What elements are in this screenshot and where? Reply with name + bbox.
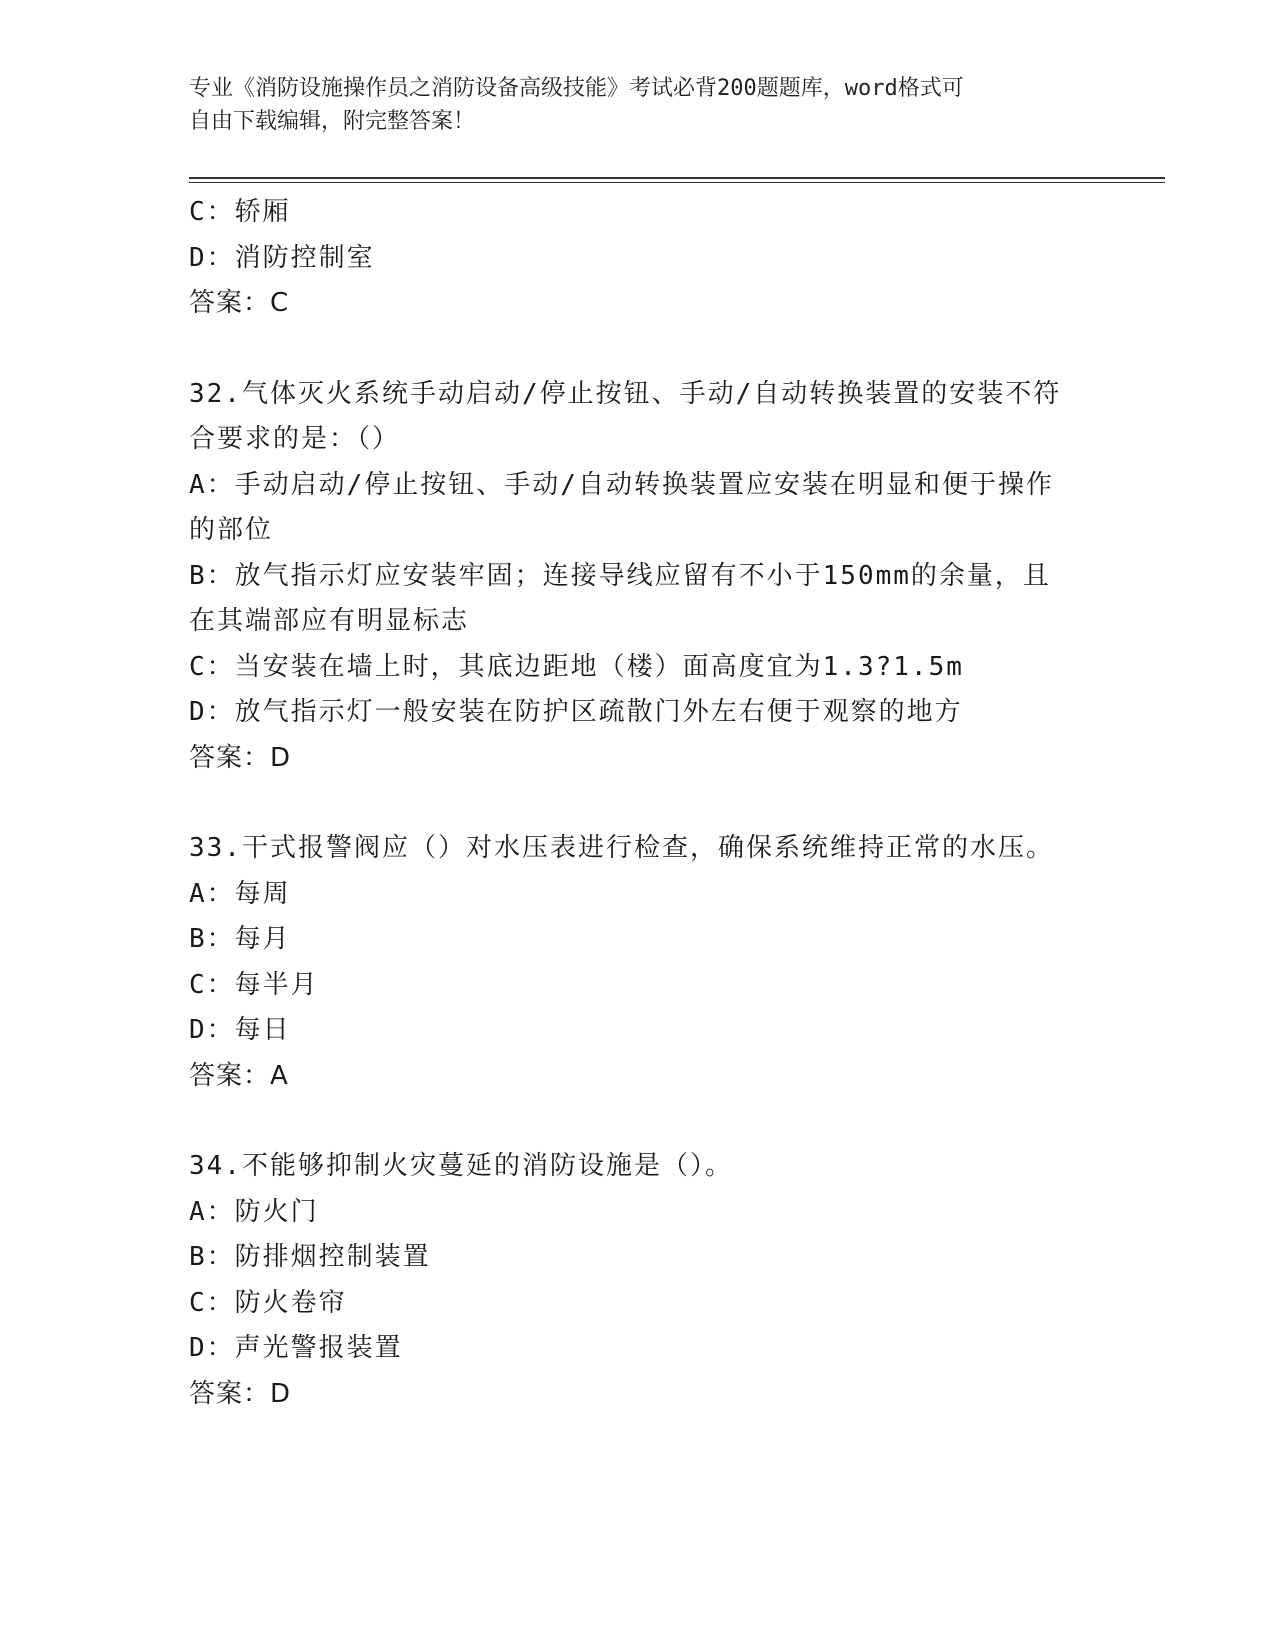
answer: 答案：C bbox=[189, 288, 290, 318]
question-stem: 33.干式报警阀应（）对水压表进行检查，确保系统维持正常的水压。 bbox=[189, 833, 1054, 863]
answer: 答案：D bbox=[189, 1378, 292, 1409]
option-c: C：每半月 bbox=[189, 969, 319, 1000]
spacer bbox=[189, 1099, 1089, 1144]
option-d: D：放气指示灯一般安装在防护区疏散门外左右便于观察的地方 bbox=[189, 697, 963, 727]
option-a: A：防火门 bbox=[189, 1196, 319, 1227]
question-stem-cont: 合要求的是：（） bbox=[189, 424, 401, 454]
option-a-cont: 的部位 bbox=[189, 515, 274, 545]
spacer bbox=[189, 781, 1089, 826]
option-b-cont: 在其端部应有明显标志 bbox=[189, 606, 470, 636]
document-header bbox=[189, 72, 1069, 138]
header-line-2: 自由下载编辑，附完整答案！ bbox=[189, 109, 476, 134]
option-b: B：每月 bbox=[189, 924, 291, 954]
option-c: C：轿厢 bbox=[189, 197, 291, 227]
question-31-tail bbox=[189, 190, 1089, 327]
question-32 bbox=[189, 372, 1089, 782]
option-a: A：每周 bbox=[189, 878, 291, 909]
question-stem: 34.不能够抑制火灾蔓延的消防设施是（）。 bbox=[189, 1151, 733, 1181]
header-line-1: 专业《消防设施操作员之消防设备高级技能》考试必背200题题库，word格式可 bbox=[189, 76, 964, 101]
header-rule-thick bbox=[189, 177, 1165, 179]
option-d: D：消防控制室 bbox=[189, 242, 375, 273]
answer: 答案：A bbox=[189, 1060, 289, 1091]
question-34 bbox=[189, 1144, 1089, 1417]
answer: 答案：D bbox=[189, 742, 292, 773]
option-c: C：当安装在墙上时，其底边距地（楼）面高度宜为1.3?1.5m bbox=[189, 651, 964, 682]
option-d: D：声光警报装置 bbox=[189, 1333, 403, 1363]
document-body bbox=[189, 190, 1089, 1417]
option-a: A：手动启动/停止按钮、手动/自动转换装置应安装在明显和便于操作 bbox=[189, 469, 1054, 500]
spacer bbox=[189, 327, 1089, 372]
option-d: D：每日 bbox=[189, 1015, 291, 1045]
header-rule-thin bbox=[189, 182, 1165, 183]
option-b: B：防排烟控制装置 bbox=[189, 1242, 431, 1272]
question-stem: 32.气体灭火系统手动启动/停止按钮、手动/自动转换装置的安装不符 bbox=[189, 378, 1062, 409]
option-b: B：放气指示灯应安装牢固；连接导线应留有不小于150mm的余量，且 bbox=[189, 560, 1051, 591]
option-c: C：防火卷帘 bbox=[189, 1287, 347, 1318]
question-33 bbox=[189, 826, 1089, 1099]
